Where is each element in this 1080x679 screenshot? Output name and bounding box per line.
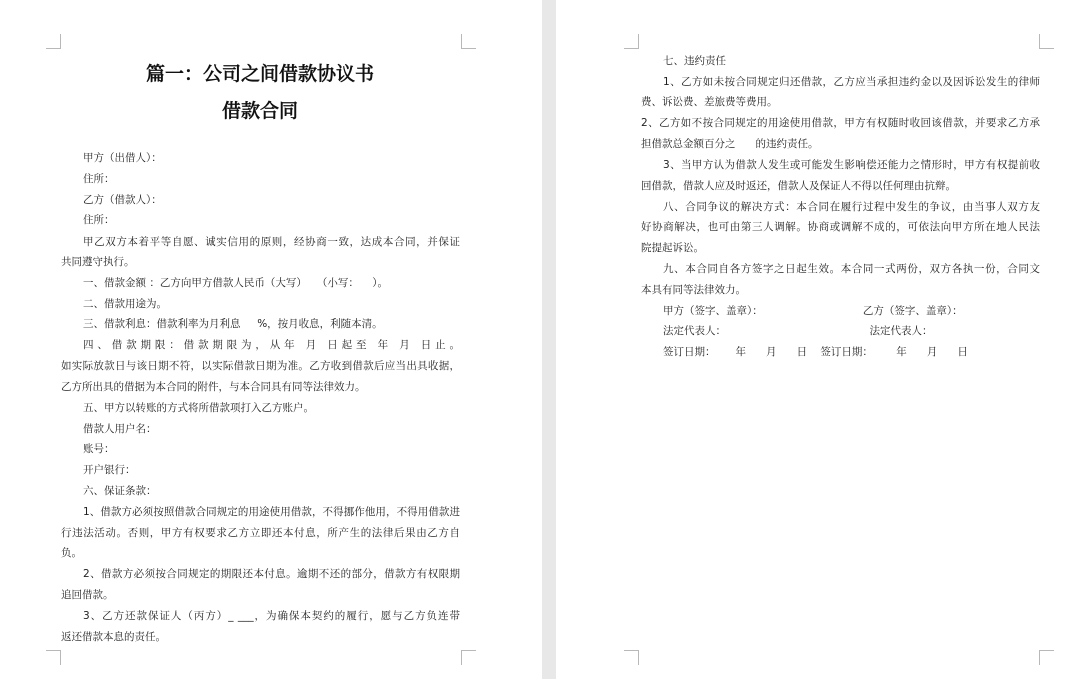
- text-line: 院提起诉讼。: [641, 242, 704, 254]
- page-corner-mark: [461, 34, 476, 49]
- text-line: 六、保证条款：: [83, 485, 157, 497]
- page-corner-mark: [1039, 650, 1054, 665]
- text-line: 乙方所出具的借据为本合同的附件，与本合同具有同等法律效力。: [61, 381, 366, 393]
- text-line: 八、合同争议的解决方式：本合同在履行过程中发生的争议，由当事人双方友: [663, 201, 1040, 213]
- text-line: 住所：: [83, 214, 115, 226]
- text-line: 3、乙方还款保证人（丙方）_ ___，为确保本契约的履行，愿与乙方负连带: [83, 610, 460, 622]
- text-line: 2、乙方如不按合同规定的用途使用借款，甲方有权随时收回该借款，并要求乙方承: [641, 117, 1040, 129]
- text-line: 返还借款本息的责任。: [61, 631, 166, 643]
- text-line: 如实际放款日与该日期不符，以实际借款日期为准。乙方收到借款后应当出具收据，: [61, 360, 460, 372]
- text-line: 甲乙双方本着平等自愿、诚实信用的原则，经协商一致，达成本合同，并保证: [83, 236, 460, 248]
- text-line: 1、乙方如未按合同规定归还借款，乙方应当承担违约金以及因诉讼发生的律师: [663, 76, 1040, 88]
- signature-line: 法定代表人： 法定代表人：: [663, 325, 933, 337]
- text-line: 1、借款方必须按照借款合同规定的用途使用借款，不得挪作他用，不得用借款进: [83, 506, 460, 518]
- page-corner-mark: [624, 34, 639, 49]
- text-line: 住所：: [83, 173, 115, 185]
- document-title: 篇一：公司之间借款协议书: [145, 63, 374, 85]
- text-line: 担借款总金额百分之 的违约责任。: [641, 138, 819, 150]
- text-line: 开户银行：: [83, 464, 136, 476]
- page-corner-mark: [46, 650, 61, 665]
- text-line: 好协商解决，也可由第三人调解。协商或调解不成的，可依法向甲方所在地人民法: [641, 221, 1040, 233]
- signature-date-line: 签订日期： 年 月 日 签订日期： 年 月 日: [663, 346, 968, 358]
- page-corner-mark: [46, 34, 61, 49]
- text-line: 借款人用户名：: [83, 423, 157, 435]
- text-line: 乙方（借款人）：: [83, 194, 162, 206]
- document-page-right: [556, 0, 1080, 679]
- page-corner-mark: [461, 650, 476, 665]
- text-line: 五、甲方以转账的方式将所借款项打入乙方账户。: [83, 402, 314, 414]
- text-line: 追回借款。: [61, 589, 114, 601]
- page-corner-mark: [1039, 34, 1054, 49]
- text-line: 一、借款金额 ：乙方向甲方借款人民币（大写） （小写： ）。: [83, 277, 388, 289]
- text-line: 本具有同等法律效力。: [641, 284, 746, 296]
- page-corner-mark: [624, 650, 639, 665]
- text-line: 3、当甲方认为借款人发生或可能发生影响偿还能力之情形时，甲方有权提前收: [663, 159, 1040, 171]
- text-line: 四、借款期限：借款期限为，从年 月 日起至 年 月 日止。: [83, 339, 460, 351]
- text-line: 共同遵守执行。: [61, 256, 135, 268]
- text-line: 七、违约责任: [663, 55, 726, 67]
- signature-line: 甲方（签字、盖章）： 乙方（签字、盖章）：: [663, 305, 963, 317]
- text-line: 二、借款用途为。: [83, 298, 167, 310]
- document-subtitle: 借款合同: [221, 100, 298, 122]
- text-line: 九、本合同自各方签字之日起生效。本合同一式两份，双方各执一份，合同文: [663, 263, 1040, 275]
- text-line: 负。: [61, 547, 82, 559]
- text-line: 2、借款方必须按合同规定的期限还本付息。逾期不还的部分，借款方有权限期: [83, 568, 460, 580]
- text-line: 回借款，借款人应及时返还，借款人及保证人不得以任何理由抗辩。: [641, 180, 956, 192]
- text-line: 甲方（出借人）：: [83, 152, 162, 164]
- text-line: 费、诉讼费、差旅费等费用。: [641, 96, 778, 108]
- text-line: 行违法活动。否则，甲方有权要求乙方立即还本付息，所产生的法律后果由乙方自: [61, 527, 460, 539]
- text-line: 三、借款利息：借款利率为月利息 %，按月收息，利随本清。: [83, 318, 383, 330]
- text-line: 账号：: [83, 443, 115, 455]
